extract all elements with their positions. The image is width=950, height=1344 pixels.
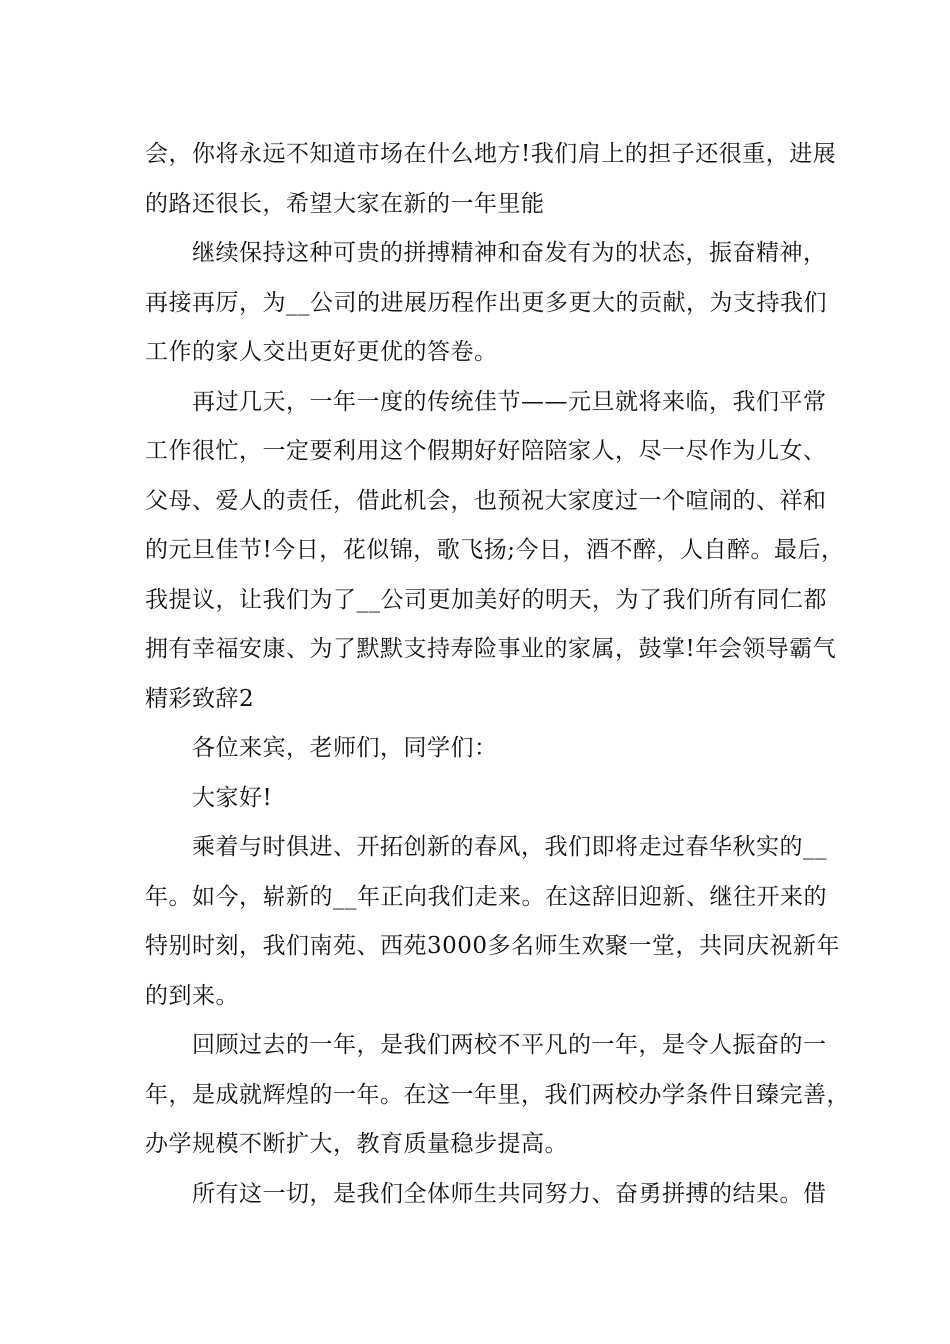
text-line: 工作很忙，一定要利用这个假期好好陪陪家人，尽一尽作为儿女、 — [145, 438, 827, 464]
text-line: 乘着与时俱进、开拓创新的春风，我们即将走过春华秋实的__ — [192, 834, 827, 860]
text-line: 继续保持这种可贵的拼搏精神和奋发有为的状态，振奋精神， — [192, 240, 827, 266]
text-line: 各位来宾，老师们，同学们： — [192, 735, 498, 761]
text-line: 精彩致辞2 — [145, 685, 255, 712]
text-line: 的路还很长，希望大家在新的一年里能 — [145, 190, 545, 217]
paragraph — [145, 378, 845, 725]
paragraph — [145, 229, 827, 378]
text-line: 办学规模不断扩大，教育质量稳步提高。 — [145, 1131, 568, 1157]
paragraph — [145, 724, 815, 774]
text-line: 年。如今，崭新的__年正向我们走来。在这辞旧迎新、继往开来的 — [145, 883, 827, 910]
paragraph — [145, 130, 837, 229]
text-line: 我提议，让我们为了__公司更加美好的明天，为了我们所有同仁都 — [145, 586, 827, 613]
text-line: 大家好! — [192, 784, 273, 811]
text-line: 拥有幸福安康、为了默默支持寿险事业的家属，鼓掌!年会领导霸气 — [145, 636, 837, 662]
text-line: 再接再厉，为__公司的进展历程作出更多更大的贡献，为支持我们 — [145, 289, 827, 316]
text-line: 父母、爱人的责任，借此机会，也预祝大家度过一个喧闹的、祥和 — [145, 487, 827, 514]
text-line: 的到来。 — [145, 982, 239, 1009]
paragraph — [145, 774, 815, 824]
paragraph — [145, 1170, 827, 1220]
text-line: 工作的家人交出更好更优的答卷。 — [145, 339, 498, 365]
paragraph — [145, 823, 841, 1021]
text-line: 特别时刻，我们南苑、西苑3000多名师生欢聚一堂，共同庆祝新年 — [145, 933, 841, 959]
text-line: 的元旦佳节!今日，花似锦，歌飞扬;今日，酒不醉，人自醉。最后， — [145, 537, 845, 563]
text-line: 所有这一切，是我们全体师生共同努力、奋勇拼搏的结果。借 — [192, 1180, 827, 1207]
text-line: 会，你将永远不知道市场在什么地方!我们肩上的担子还很重，进展 — [145, 141, 837, 167]
text-line: 再过几天，一年一度的传统佳节——元旦就将来临，我们平常 — [192, 388, 827, 415]
text-line: 回顾过去的一年，是我们两校不平凡的一年，是令人振奋的一 — [192, 1032, 827, 1058]
paragraph — [145, 1021, 850, 1170]
document-page — [145, 130, 850, 1219]
text-line: 年，是成就辉煌的一年。在这一年里，我们两校办学条件日臻完善， — [145, 1081, 850, 1108]
